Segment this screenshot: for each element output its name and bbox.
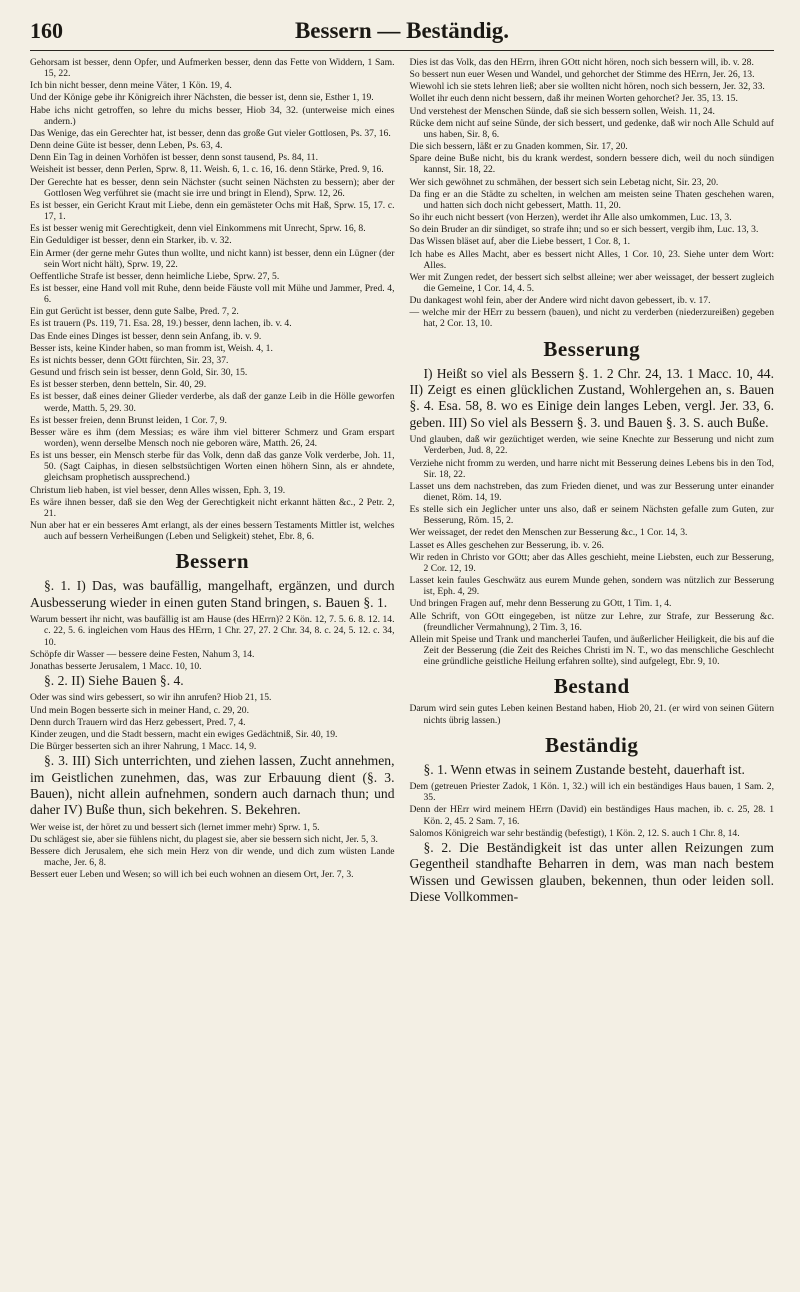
entry: Ein Geduldiger ist besser, denn ein Starker, ib. v. 32. bbox=[30, 235, 232, 247]
entry: Lasset es Alles geschehen zur Besserung, ib. v. 26. bbox=[409, 539, 604, 551]
entry: Es stelle sich ein Jeglicher unter uns also, daß er seinem Nächsten gefalle zum Guten, zur Besserung, Röm. 15, 2. bbox=[409, 504, 774, 527]
entry: Dem (getreuen Priester Zadok, 1 Kön. 1, 32.) will ich ein beständiges Haus bauen, 1 Sam. 2, 35. bbox=[409, 781, 774, 804]
entry: Und verstehest der Menschen Sünde, daß sie sich bessern sollen, Weish. 11, 24. bbox=[409, 105, 715, 117]
entry: Gesund und frisch sein ist besser, denn Gold, Sir. 30, 15. bbox=[30, 367, 248, 379]
entry: Das Wenige, das ein Gerechter hat, ist besser, denn das große Gut vieler Gottlosen, Ps. 37, 16. bbox=[30, 127, 391, 139]
entry: Das Ende eines Dinges ist besser, denn sein Anfang, ib. v. 9. bbox=[30, 330, 262, 342]
entry: Lasset kein faules Geschwätz aus eurem Munde gehen, sondern was nützlich zur Besserung ist, Eph. 4, 29. bbox=[409, 575, 774, 598]
entry: Es wäre ihnen besser, daß sie den Weg der Gerechtigkeit nicht erkannt hätten &c., 2 Petr. 2, 21. bbox=[30, 496, 395, 519]
entry: Es ist besser wenig mit Gerechtigkeit, denn viel Einkommens mit Unrecht, Sprw. 16, 8. bbox=[30, 223, 366, 235]
entry: Es ist besser sterben, denn betteln, Sir. 40, 29. bbox=[30, 379, 207, 391]
definition-paragraph: §. 3. III) Sich unterrichten, und ziehen lassen, Zucht annehmen, im Geistlichen zunehmen, das, was zur Erbauung dient (§. 3. Bauen), nicht allein aufnehmen, sondern auch darnach thun; und daher IV) Buße thun, sich bekehren. S. Bekehren. bbox=[30, 753, 395, 818]
entry: Alle Schrift, von GOtt eingegeben, ist nütze zur Lehre, zur Strafe, zur Besserung &c. (freundlicher Vermahnung), 2 Tim. 3, 16. bbox=[409, 610, 774, 633]
entry: Oder was sind wirs gebessert, so wir ihn anrufen? Hiob 21, 15. bbox=[30, 692, 272, 704]
entry: Allein mit Speise und Trank und mancherlei Taufen, und äußerlicher Heiligkeit, die bis auf die Zeit der Besserung (die Zeit des Reiches Christi im N. T., wo das menschliche Geschlecht eine gründliche geistliche Heilung erfahren sollte), sind aufgelegt, Ebr. 9, 10. bbox=[409, 633, 774, 668]
entry: Es ist besser freien, denn Brunst leiden, 1 Cor. 7, 9. bbox=[30, 414, 227, 426]
entry: Besser ists, keine Kinder haben, so man fromm ist, Weish. 4, 1. bbox=[30, 342, 273, 354]
entry: Du dankagest wohl fein, aber der Andere wird nicht davon gebessert, ib. v. 17. bbox=[409, 295, 711, 307]
entry: Ich bin nicht besser, denn meine Väter, 1 Kön. 19, 4. bbox=[30, 80, 232, 92]
entry: Ich habe es Alles Macht, aber es bessert nicht Alles, 1 Cor. 10, 23. Siehe unter dem Wort: Alles. bbox=[409, 248, 774, 271]
entry: Die sich bessern, läßt er zu Gnaden kommen, Sir. 17, 20. bbox=[409, 141, 628, 153]
entry: — welche mir der HErr zu bessern (bauen), und nicht zu verderben (niederzureißen) gegeben hat, 2 Cor. 13, 10. bbox=[409, 307, 774, 330]
left-column bbox=[30, 57, 395, 908]
entry: Schöpfe dir Wasser — bessere deine Festen, Nahum 3, 14. bbox=[30, 648, 255, 660]
entry: Wir reden in Christo vor GOtt; aber das Alles geschieht, meine Liebsten, euch zur Besserung, 2 Cor. 12, 19. bbox=[409, 551, 774, 574]
definition-paragraph: §. 2. Die Beständigkeit ist das unter allen Reizungen zum Gegentheil standhafte Beharren in dem, was man nach bestem Wissen und Gewissen glauben, bekennen, thun oder leiden soll. Diese Vollkommen- bbox=[409, 839, 774, 905]
entry: Es ist besser, eine Hand voll mit Ruhe, denn beide Fäuste voll mit Mühe und Jammer, Pred. 4, 6. bbox=[30, 282, 395, 306]
entry: Darum wird sein gutes Leben keinen Bestand haben, Hiob 20, 21. (er wird von seinen Gütern nichts übrig lassen.) bbox=[409, 703, 774, 726]
definition-paragraph: I) Heißt so viel als Bessern §. 1. 2 Chr. 24, 13. 1 Macc. 10, 44. II) Zeigt es einen glücklichen Zustand, Wohlergehen an, s. Bauen §. 4. Esa. 58, 8. wo es Einige dein langes Leben, vergl. Jer. 33, 6. geben. III) So viel als Bessern §. 3. und Bauen §. 3. S. auch Buße. bbox=[409, 365, 774, 430]
entry: Denn durch Trauern wird das Herz gebessert, Pred. 7, 4. bbox=[30, 716, 246, 728]
definition-paragraph: §. 2. II) Siehe Bauen §. 4. bbox=[44, 673, 184, 688]
entry: Ein gut Gerücht ist besser, denn gute Salbe, Pred. 7, 2. bbox=[30, 306, 239, 318]
left-top-entries bbox=[30, 57, 395, 542]
entry: Kinder zeugen, und die Stadt bessern, macht ein ewiges Gedächtniß, Sir. 40, 19. bbox=[30, 728, 338, 740]
entry: Es ist trauern (Ps. 119, 71. Esa. 28, 19.) besser, denn lachen, ib. v. 4. bbox=[30, 318, 292, 330]
definition-paragraph: §. 1. Wenn etwas in seinem Zustande besteht, dauerhaft ist. bbox=[423, 761, 745, 777]
section-heading-bestaendig: Beständig bbox=[545, 732, 639, 757]
right-column bbox=[410, 57, 775, 908]
entry: Habe ichs nicht getroffen, so lehre du michs besser, Hiob 34, 32. (unterweise mich eines andern.) bbox=[30, 104, 395, 127]
entry: Es ist besser, daß eines deiner Glieder verderbe, als daß der ganze Leib in die Hölle geworfen werde, Matth. 5, 29. 30. bbox=[30, 391, 395, 414]
page-number: 160 bbox=[30, 18, 63, 43]
entry: Denn deine Güte ist besser, denn Leben, Ps. 63, 4. bbox=[30, 140, 223, 152]
entry: Bessere dich Jerusalem, ehe sich mein Herz von dir wende, und dich zum wüsten Lande mache, Jer. 6, 8. bbox=[30, 846, 395, 869]
entry: Lasset uns dem nachstreben, das zum Frieden dienet, und was zur Besserung unter einander dienet, Röm. 14, 19. bbox=[409, 480, 774, 503]
entry: Gehorsam ist besser, denn Opfer, und Aufmerken besser, denn das Fette von Widdern, 1 Sam. 15, 22. bbox=[30, 57, 395, 80]
entry: So dein Bruder an dir sündiget, so strafe ihn; und so er sich bessert, vergib ihm, Luc. 13, 3. bbox=[409, 224, 759, 236]
entry: Spare deine Buße nicht, bis du krank werdest, sondern bessere dich, weil du noch sündigen kannst, Sir. 18, 22. bbox=[409, 153, 774, 176]
entry: Das Wissen bläset auf, aber die Liebe bessert, 1 Cor. 8, 1. bbox=[409, 236, 631, 248]
entry: Wer weise ist, der höret zu und bessert sich (lernet immer mehr) Sprw. 1, 5. bbox=[30, 821, 320, 833]
entry: Und bringen Fragen auf, mehr denn Besserung zu GOtt, 1 Tim. 1, 4. bbox=[409, 598, 672, 610]
entry: So bessert nun euer Wesen und Wandel, und gehorchet der Stimme des HErrn, Jer. 26, 13. bbox=[409, 69, 755, 81]
entry: Da fing er an die Städte zu schelten, in welchen am meisten seine Thaten geschehen waren, und hatten sich doch nicht gebessert, Matth. 11, 20. bbox=[409, 188, 774, 211]
entry: Und der Könige gebe ihr Königreich ihrer Nächsten, die besser ist, denn sie, Esther 1, 19. bbox=[30, 92, 374, 104]
right-top-entries bbox=[410, 57, 775, 330]
running-head: Bessern — Beständig. bbox=[294, 18, 510, 43]
entry: Weisheit ist besser, denn Perlen, Sprw. 8, 11. Weish. 6, 1. c. 16, 16. denn Stärke, Pred. 9, 16. bbox=[30, 164, 384, 176]
section-heading-bestand: Bestand bbox=[553, 674, 630, 699]
entry: Verziehe nicht fromm zu werden, und harre nicht mit Besserung deines Lebens bis in den Tod, Sir. 18, 22. bbox=[409, 457, 774, 480]
entry: Rücke dem nicht auf seine Sünde, der sich bessert, und gedenke, daß wir noch Alle Schuld auf uns haben, Sir. 8, 6. bbox=[409, 117, 774, 140]
entry: Wer weissaget, der redet den Menschen zur Besserung &c., 1 Cor. 14, 3. bbox=[409, 527, 688, 539]
entry: Es ist uns besser, ein Mensch sterbe für das Volk, denn daß das ganze Volk verderbe, Joh. 11, 50. (Sagt Caiphas, in diesen selbstsüchtigen Worten einen höhern Sinn, als er ahndete, gleichsam prophetisch aussprechend.) bbox=[30, 450, 395, 484]
entry: Denn Ein Tag in deinen Vorhöfen ist besser, denn sonst tausend, Ps. 84, 11. bbox=[30, 152, 318, 164]
entry: Bessert euer Leben und Wesen; so will ich bei euch wohnen an diesem Ort, Jer. 7, 3. bbox=[30, 869, 354, 881]
entry: So ihr euch nicht bessert (von Herzen), werdet ihr Alle also umkommen, Luc. 13, 3. bbox=[409, 212, 732, 224]
entry: Es ist besser, ein Gericht Kraut mit Liebe, denn ein gemästeter Ochs mit Haß, Sprw. 15, 17. c. 17, 1. bbox=[30, 199, 395, 223]
definition-paragraph: §. 1. I) Das, was baufällig, mangelhaft, ergänzen, und durch Ausbesserung wieder in einen guten Stand bringen, s. Bauen §. 1. bbox=[30, 578, 395, 610]
two-column-body bbox=[30, 57, 774, 908]
entry: Die Bürger besserten sich an ihrer Nahrung, 1 Macc. 14, 9. bbox=[30, 741, 257, 753]
entry: Wollet ihr euch denn nicht bessern, daß ihr meinen Worten gehorchet? Jer. 35, 13. 15. bbox=[409, 93, 738, 105]
entry: Ein Armer (der gerne mehr Gutes thun wollte, und nicht kann) ist besser, denn ein Lügner (der sein Wort nicht hält), Sprw. 19, 22. bbox=[30, 247, 395, 270]
entry: Und glauben, daß wir gezüchtiget werden, wie seine Knechte zur Besserung und nicht zum Verderben, Jud. 8, 22. bbox=[409, 434, 774, 457]
entry: Der Gerechte hat es besser, denn sein Nächster (sucht seinen Nächsten zu bessern); aber der Gottlosen Weg verführet sie (macht sie irre und bringt in Elend), Sprw. 12, 26. bbox=[30, 176, 395, 199]
entry: Es ist nichts besser, denn GOtt fürchten, Sir. 23, 37. bbox=[30, 354, 229, 366]
entry: Jonathas besserte Jerusalem, 1 Macc. 10, 10. bbox=[30, 660, 202, 672]
page-header bbox=[30, 18, 774, 51]
entry: Wer sich gewöhnet zu schmähen, der bessert sich sein Lebetag nicht, Sir. 23, 20. bbox=[409, 176, 719, 188]
entry: Besser wäre es ihm (dem Messias; es wäre ihm viel bitterer Schmerz und Gram erspart worden), wenn derselbe Mensch noch nie geboren wäre, Matth. 26, 24. bbox=[30, 426, 395, 449]
entry: Warum bessert ihr nicht, was baufällig ist am Hause (des HErrn)? 2 Kön. 12, 7. 5. 6. 8. 12. 14. c. 22, 5. 6. ingleichen vom Haus des HErrn, 1 Chr. 27, 27. 2 Chr. 34, 8. c. 24, 5. 12. c. 34, 10. bbox=[30, 614, 395, 648]
entry: Und mein Bogen besserte sich in meiner Hand, c. 29, 20. bbox=[30, 704, 250, 716]
section-heading-bessern: Bessern bbox=[175, 549, 249, 574]
entry: Wiewohl ich sie stets lehren ließ; aber sie wollten nicht hören, noch sich bessern, Jer. 32, 33. bbox=[409, 81, 765, 93]
entry: Du schlägest sie, aber sie fühlens nicht, du plagest sie, aber sie bessern sich nicht, Jer. 5, 3. bbox=[30, 833, 378, 845]
entry: Christum lieb haben, ist viel besser, denn Alles wissen, Eph. 3, 19. bbox=[30, 484, 286, 496]
entry: Denn der HErr wird meinem HErrn (David) ein beständiges Haus machen, ib. c. 25, 28. 1 Kön. 2, 45. 2 Sam. 7, 16. bbox=[409, 804, 774, 827]
entry: Wer mit Zungen redet, der bessert sich selbst alleine; wer aber weissaget, der bessert zugleich die Gemeine, 1 Cor. 14, 4. 5. bbox=[409, 271, 774, 294]
entry: Oeffentliche Strafe ist besser, denn heimliche Liebe, Sprw. 27, 5. bbox=[30, 270, 280, 282]
entry: Dies ist das Volk, das den HErrn, ihren GOtt nicht hören, noch sich bessern will, ib. v. 28. bbox=[409, 57, 754, 68]
section-heading-besserung: Besserung bbox=[543, 336, 641, 361]
entry: Nun aber hat er ein besseres Amt erlangt, als der eines bessern Testaments Mittler ist, welches auch auf bessern Verheißungen (Leben und Seligkeit) stehet, Ebr. 8, 6. bbox=[30, 520, 395, 543]
entry: Salomos Königreich war sehr beständig (befestigt), 1 Kön. 2, 12. S. auch 1 Chr. 8, 14. bbox=[409, 827, 740, 839]
